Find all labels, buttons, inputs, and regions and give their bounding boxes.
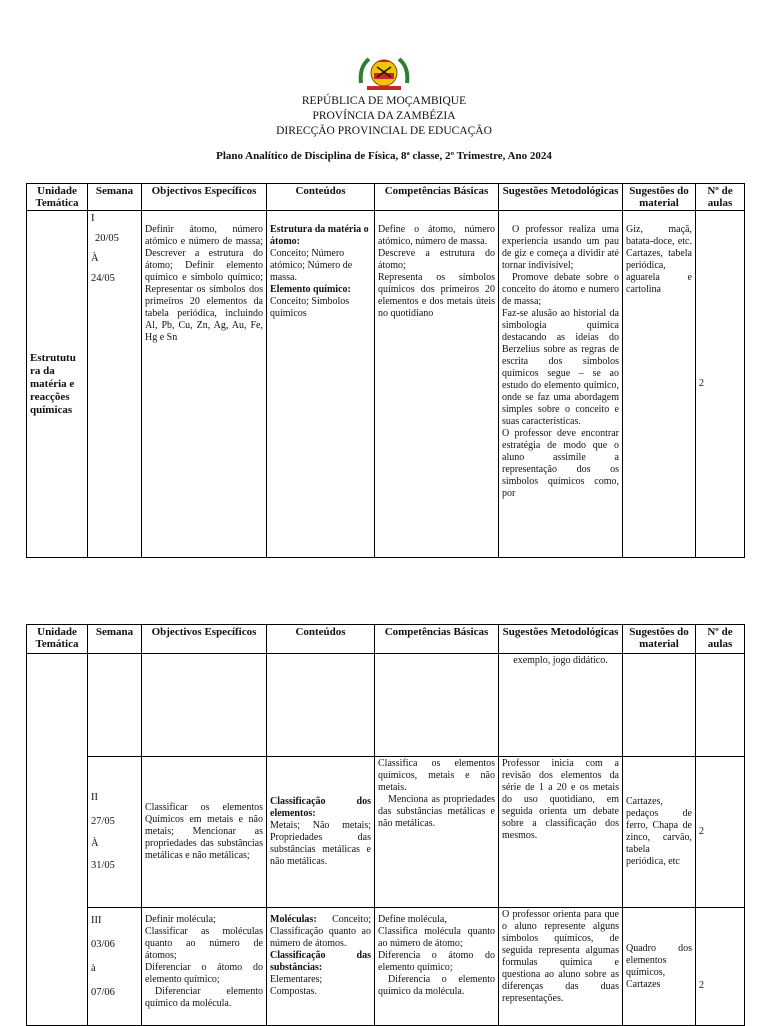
week-start-date: 03/06	[91, 939, 115, 950]
column-header: Unidade Temática	[27, 184, 88, 211]
column-header: Nº de aulas	[696, 625, 745, 654]
contents-cell	[267, 654, 375, 757]
table-row	[27, 211, 745, 558]
week-end-date: 24/05	[91, 273, 115, 284]
competence-item: Menciona as propriedades das substâncias metálicas e não metálicas.	[378, 794, 495, 829]
column-header: Competências Básicas	[375, 625, 499, 654]
column-header: Unidade Temática	[27, 625, 88, 654]
column-header: Sugestões Metodológicas	[499, 184, 623, 211]
objective-item: Definir molécula;	[145, 914, 216, 925]
week-number: I	[91, 213, 95, 224]
column-header: Sugestões do material	[623, 625, 696, 654]
institution-header	[0, 94, 768, 139]
unit-cell	[27, 654, 88, 1026]
table-header-row	[27, 184, 745, 211]
competence-item: Classifica os elementos químicos, metais e não metais.	[378, 758, 495, 793]
material-cell	[623, 654, 696, 757]
material-cell: Cartazes, pedaços de ferro, Chapa de zinco, carvão, tabela periódica, etc	[623, 757, 696, 908]
method-paragraph: O professor realiza uma experiencia usando um pau de giz e começa a dividir até tornar indivisível;	[502, 224, 619, 271]
unit-cell	[27, 211, 88, 558]
week-number: III	[91, 915, 102, 926]
objectives-cell	[142, 654, 267, 757]
objectives-cell	[142, 908, 267, 1026]
competences-cell	[375, 654, 499, 757]
competences-cell	[375, 211, 499, 558]
week-end-date: 07/06	[91, 987, 115, 998]
method-paragraph: O professor deve encontrar estratégia de modo que o aluno assimile a representação dos os símbolos químicos como, por	[502, 428, 619, 499]
competence-item: Define molécula,	[378, 914, 447, 925]
column-header: Semana	[88, 184, 142, 211]
lessons-cell: 2	[696, 211, 745, 558]
lessons-cell: 2	[696, 908, 745, 1026]
content-text: Metais; Não metais; Propriedades das substâncias metálicas e não metálicas.	[270, 820, 371, 867]
method-paragraph: Promove debate sobre o conceito do átomo e numero de massa;	[502, 272, 619, 307]
column-header: Objectivos Específicos	[142, 625, 267, 654]
contents-cell	[267, 908, 375, 1026]
competence-item: Define o átomo, número atómico, número de massa.	[378, 224, 495, 247]
content-heading: Classificação das substâncias:	[270, 950, 371, 973]
header-line-republic: REPÚBLICA DE MOÇAMBIQUE	[301, 95, 467, 107]
plan-table-page-2	[26, 624, 745, 1026]
week-cell	[88, 654, 142, 757]
lessons-cell: 2	[696, 757, 745, 908]
table-row	[27, 654, 745, 757]
material-cell: Giz, maçã, batata-doce, etc. Cartazes, tabela periódica, aguarela e cartolina	[623, 211, 696, 558]
contents-cell	[267, 757, 375, 908]
table-header-row	[27, 625, 745, 654]
objective-item: Classificar as moléculas quanto ao número de átomos;	[145, 926, 263, 961]
week-number: II	[91, 792, 98, 803]
column-header: Nº de aulas	[696, 184, 745, 211]
week-separator: à	[91, 963, 96, 974]
content-text: Conceito; Número atómico; Número de massa.	[270, 248, 353, 283]
objective-item: Diferenciar elemento químico da molécula.	[145, 986, 263, 1009]
column-header: Conteúdos	[267, 184, 375, 211]
column-header: Sugestões do material	[623, 184, 696, 211]
table-row	[27, 908, 745, 1026]
column-header: Sugestões Metodológicas	[499, 625, 623, 654]
content-text: Conceito; Símbolos químicos	[270, 296, 350, 319]
column-header: Semana	[88, 625, 142, 654]
method-paragraph: Faz-se alusão ao historial da simbologia química destacando as ideias do Berzelius sobre as regras de escrita dos símbolos químicos segue – se ao estudo do elemento químico, onde se faz uma abordagem simples sobre o conceito e suas características.	[502, 308, 619, 427]
competences-cell	[375, 757, 499, 908]
objectives-cell: Classificar os elementos Químicos em metais e não metais; Mencionar as propriedades das substâncias metálicas e não metálicas;	[142, 757, 267, 908]
header-line-directorate: DIRECÇÃO PROVINCIAL DE EDUCAÇÃO	[276, 125, 492, 137]
header-line-province: PROVÍNCIA DA ZAMBÉZIA	[312, 110, 456, 122]
column-header: Competências Básicas	[375, 184, 499, 211]
methods-cell	[499, 211, 623, 558]
week-cell	[88, 211, 142, 558]
column-header: Objectivos Específicos	[142, 184, 267, 211]
competences-cell	[375, 908, 499, 1026]
methods-cell: O professor orienta para que o aluno represente alguns símbolos químicos, de seguida representa algumas formulas química e questiona ao aluno sobre as diferenças das duas representações.	[499, 908, 623, 1026]
methods-cell: exemplo, jogo didático.	[499, 654, 623, 757]
week-separator: À	[91, 253, 99, 264]
competence-item: Diferencia o átomo do elemento químico;	[378, 950, 495, 973]
lessons-cell	[696, 654, 745, 757]
week-separator: À	[91, 838, 99, 849]
document-title: Plano Analítico de Disciplina de Física, 8ª classe, 2º Trimestre, Ano 2024	[216, 150, 552, 162]
competence-item: Classifica molécula quanto ao número de átomo;	[378, 926, 495, 949]
week-start-date: 27/05	[91, 816, 115, 827]
content-text: Conceito; Classificação quanto ao número de átomos.	[270, 914, 371, 949]
plan-table-page-1	[26, 183, 745, 558]
table-row	[27, 757, 745, 908]
contents-cell	[267, 211, 375, 558]
material-cell: Quadro dos elementos químicos, Cartazes	[623, 908, 696, 1026]
week-cell	[88, 757, 142, 908]
content-heading: Classificação dos elementos:	[270, 796, 371, 819]
content-heading: Moléculas:	[270, 914, 317, 925]
week-cell	[88, 908, 142, 1026]
methods-cell: Professor inicia com a revisão dos elementos da série de 1 a 20 e os metais do uso quotidiano, em seguida orienta um debate sobre a classificação dos mesmos.	[499, 757, 623, 908]
week-start-date: 20/05	[95, 233, 119, 244]
objective-item: Diferenciar o átomo do elemento químico;	[145, 962, 263, 985]
competence-item: Representa os símbolos químicos dos primeiros 20 elementos e dos metais úteis no quotidiano	[378, 272, 495, 319]
content-heading: Elemento químico:	[270, 284, 351, 295]
competence-item: Descreve a estrutura do átomo;	[378, 248, 495, 271]
week-end-date: 31/05	[91, 860, 115, 871]
content-heading: Estrutura da matéria o átomo:	[270, 224, 369, 247]
objectives-cell: Definir átomo, número atómico e número de massa; Descrever a estrutura do átomo; Definir elemento químico e símbolo químico; Representar os símbolos dos primeiros 20 elementos da tabela periódica, incluindo Al, Pb, Cu, Zn, Ag, Au, Fe, Hg e Sn	[142, 211, 267, 558]
mozambique-emblem-icon	[357, 53, 411, 93]
column-header: Conteúdos	[267, 625, 375, 654]
unit-label: Estrututu ra da matéria e reacções químicas	[30, 351, 76, 416]
competence-item: Diferencia o elemento químico da molécula.	[378, 974, 495, 997]
content-text: Elementares; Compostas.	[270, 974, 323, 997]
